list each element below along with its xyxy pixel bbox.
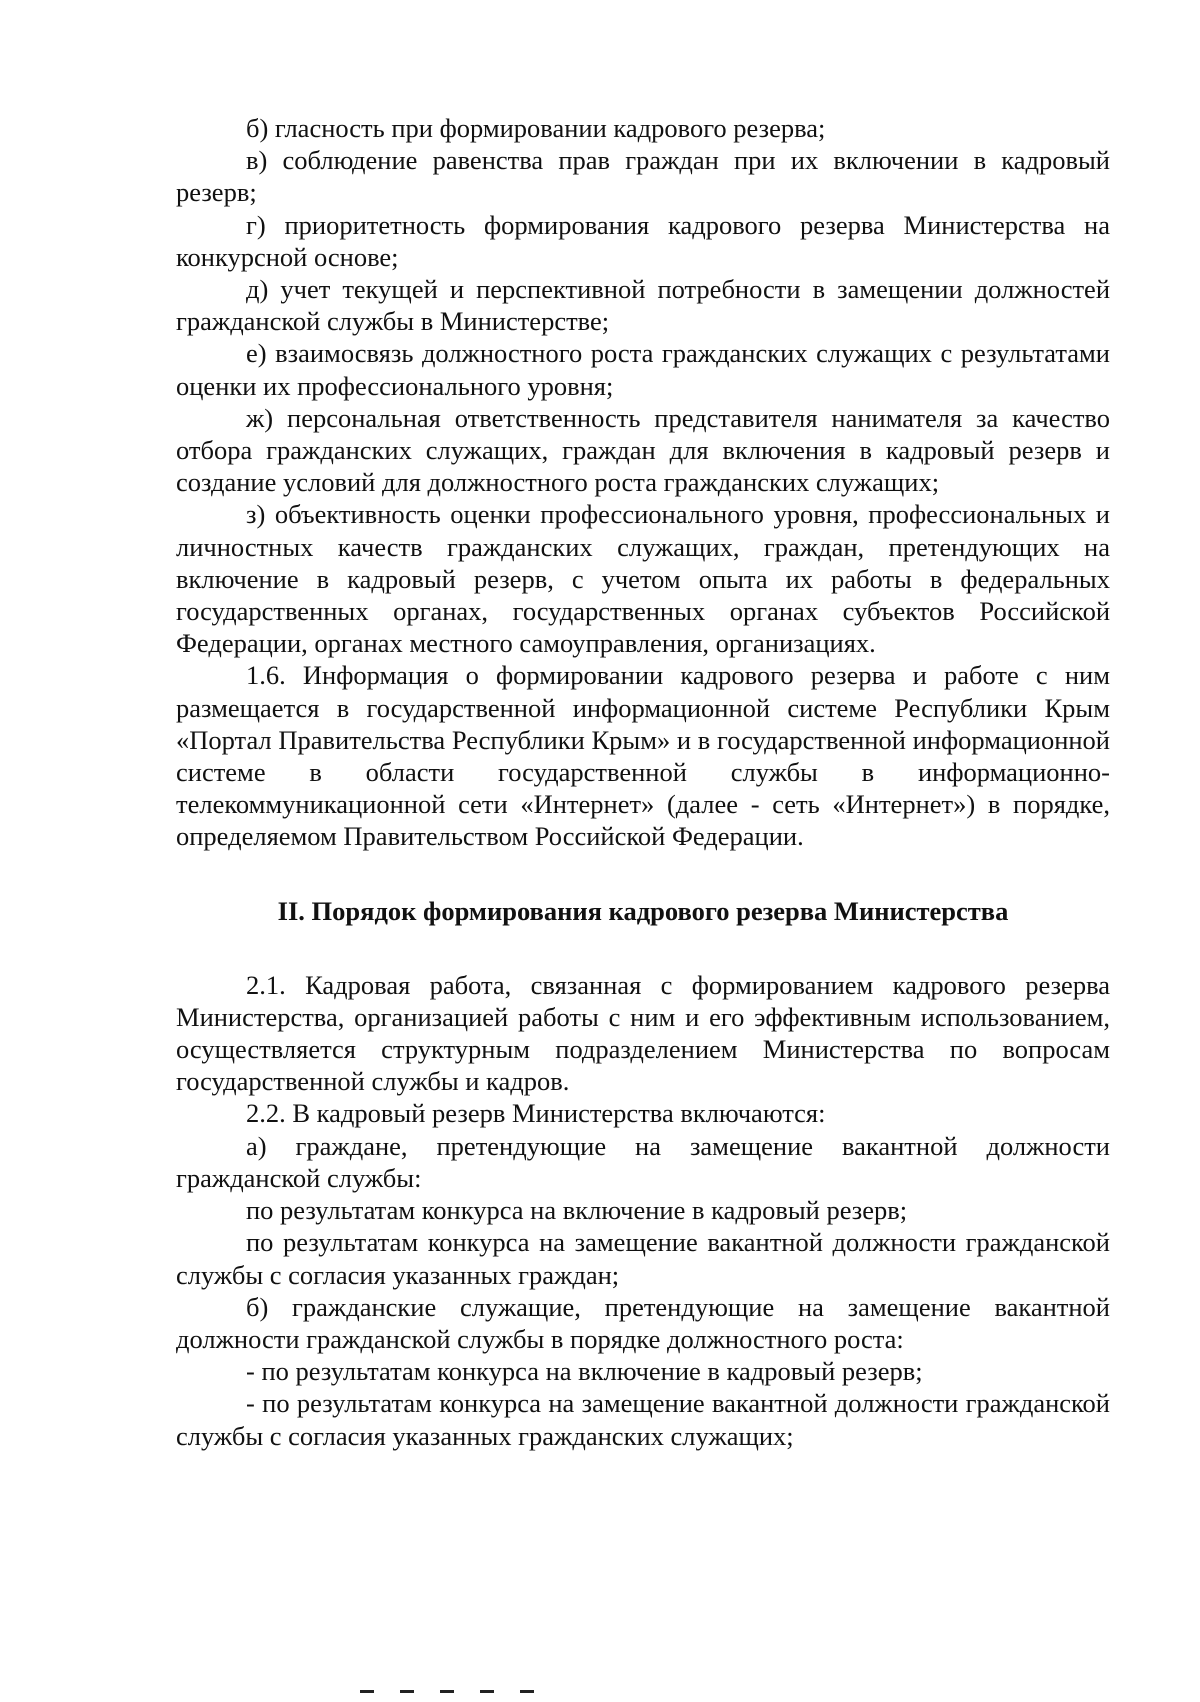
cropped-footer-text xyxy=(360,1690,660,1702)
paragraph-otvetstvennost: ж) персональная ответственность представителя нанимателя за качество отбора гражданских служащих, граждан для включения в кадровый резерв и создание условий для должностного роста гражданских служащих; xyxy=(176,402,1110,498)
paragraph-vzaimosvyaz: е) взаимосвязь должностного роста гражданских служащих с результатами оценки их профессионального уровня; xyxy=(176,338,1110,401)
paragraph-ravenstvo: в) соблюдение равенства прав граждан при их включении в кадровый резерв; xyxy=(176,145,1110,208)
section-heading: II. Порядок формирования кадрового резерва Министерства xyxy=(277,895,1009,926)
paragraph-1-6: 1.6. Информация о формировании кадрового резерва и работе с ним размещается в государственной информационной системе Республики Крым «Портал Правительства Республики Крым» и в государственной информационной системе в области государственной службы в информационно-телекоммуникационной сети «Интернет» (далее - сеть «Интернет») в порядке, определяемом Правительством Российской Федерации. xyxy=(176,660,1110,852)
paragraph-b-konkurs-rezerv: - по результатам конкурса на включение в кадровый резерв; xyxy=(246,1356,923,1387)
paragraph-uchet: д) учет текущей и перспективной потребности в замещении должностей гражданской службы в Министерстве; xyxy=(176,274,1110,337)
paragraph-a-grazhdane: а) граждане, претендующие на замещение вакантной должности гражданской службы: xyxy=(176,1130,1110,1193)
document-page xyxy=(176,112,1110,1452)
paragraph-obektivnost: з) объективность оценки профессионального уровня, профессиональных и личностных качеств гражданских служащих, граждан, претендующих на включение в кадровый резерв, с учетом опыта их работы в федеральных государственных органах, государственных органах субъектов Российской Федерации, органах местного самоуправления, организациях. xyxy=(176,499,1110,659)
paragraph-2-1: 2.1. Кадровая работа, связанная с формированием кадрового резерва Министерства, организацией работы с ним и его эффективным использованием, осуществляется структурным подразделением Министерства по вопросам государственной службы и кадров. xyxy=(176,969,1110,1097)
paragraph-glasnost: б) гласность при формировании кадрового резерва; xyxy=(246,113,826,143)
paragraph-b-konkurs-zameshchenie: - по результатам конкурса на замещение вакантной должности гражданской службы с согласия указанных гражданских служащих; xyxy=(176,1388,1110,1451)
paragraph-prioritetnost: г) приоритетность формирования кадрового резерва Министерства на конкурсной основе; xyxy=(176,209,1110,272)
paragraph-a-konkurs-rezerv: по результатам конкурса на включение в кадровый резерв; xyxy=(246,1195,908,1226)
paragraph-2-2: 2.2. В кадровый резерв Министерства включаются: xyxy=(246,1098,826,1129)
paragraph-a-konkurs-zameshchenie: по результатам конкурса на замещение вакантной должности гражданской службы с согласия указанных граждан; xyxy=(176,1227,1110,1290)
paragraph-b-sluzhashchie: б) гражданские служащие, претендующие на замещение вакантной должности гражданской службы в порядке должностного роста: xyxy=(176,1291,1110,1354)
